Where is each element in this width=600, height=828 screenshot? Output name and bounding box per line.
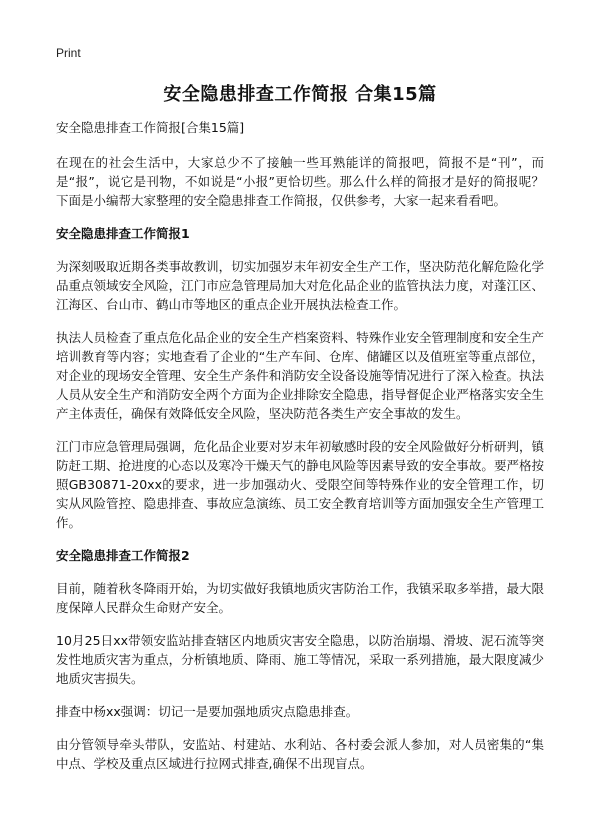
section-heading: 安全隐患排查工作简报2: [56, 548, 190, 563]
section-heading: 安全隐患排查工作简报1: [56, 226, 190, 241]
document-subtitle: 安全隐患排查工作简报[合集15篇]: [56, 120, 245, 135]
section-paragraph: 为深刻吸取近期各类事故教训，切实加强岁末年初安全生产工作，坚决防范化解危险化学品重点领域安全风险，江门市应急管理局加大对危化品企业的监管执法力度，对蓬江区、江海区、台山市、鹤山市等地区的重点企业开展执法检查工作。: [56, 259, 544, 312]
intro-paragraph: 在现在的社会生活中，大家总少不了接触一些耳熟能详的简报吧，简报不是“刊”，而是“报”，说它是刊物，不如说是“小报”更恰切些。那么什么样的简报才是好的简报呢？下面是小编帮大家整理的安全隐患排查工作简报，仅供参考，大家一起来看看吧。: [56, 155, 544, 208]
section-paragraph: 由分管领导牵头带队，安监站、村建站、水利站、各村委会派人参加，对人员密集的“集中点、学校及重点区域进行拉网式排查,确保不出现盲点。: [56, 737, 544, 771]
print-label[interactable]: Print: [56, 46, 81, 60]
section-paragraph: 目前，随着秋冬降雨开始，为切实做好我镇地质灾害防治工作，我镇采取多举措，最大限度保障人民群众生命财产安全。: [56, 581, 544, 615]
page-title: 安全隐患排查工作简报 合集15篇: [163, 84, 437, 105]
section-paragraph: 执法人员检查了重点危化品企业的安全生产档案资料、特殊作业安全管理制度和安全生产培训教育等内容；实地查看了企业的“生产车间、仓库、储罐区以及值班室等重点部位，对企业的现场安全管理、安全生产条件和消防安全设备设施等情况进行了深入检查。执法人员从安全生产和消防安全两个方面为企业排除安全隐患，指导督促企业严格落实安全生产主体责任，确保有效降低安全风险，坚决防范各类生产安全事故的发生。: [56, 330, 544, 421]
document-body: [56, 119, 544, 787]
section-paragraph: 排查中杨xx强调：切记一是要加强地质灾点隐患排查。: [56, 704, 359, 719]
section-paragraph: 江门市应急管理局强调，危化品企业要对岁末年初敏感时段的安全风险做好分析研判，镇防赶工期、抢进度的心态以及寒冷干燥天气的静电风险等因素导致的安全事故。要严格按照GB30871-20xx的要求，进一步加强动火、受限空间等特殊作业的安全管理工作，切实从风险管控、隐患排查、事故应急演练、员工安全教育培训等方面加强安全生产管理工作。: [56, 439, 544, 530]
section-paragraph: 10月25日xx带领安监站排查辖区内地质灾害安全隐患，以防治崩塌、滑坡、泥石流等突发性地质灾害为重点，分析镇地质、降雨、施工等情况，采取一系列措施，最大限度减少地质灾害损失。: [56, 633, 544, 686]
